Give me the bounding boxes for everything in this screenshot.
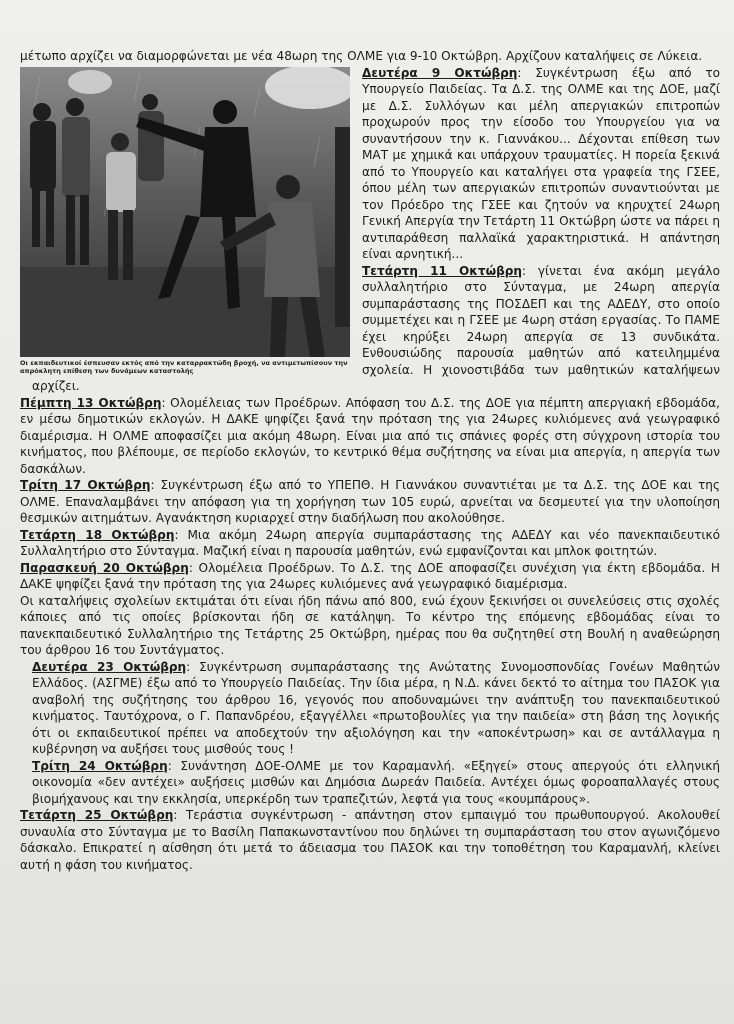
- entry-date: Τρίτη 17 Οκτώβρη: [20, 478, 151, 492]
- entry-text: : γίνεται ένα ακόμη μεγάλο συλλαλητήριο στο Σύνταγμα, με 24ωρη απεργία συμπαράστασης της ΠΟΣΔΕΠ και της ΑΔΕΔΥ, στο οποίο συμμετέχει και η ΓΣΕΕ με 4ωρη στάση εργασίας. Το ΠΑΜΕ έχει κηρύξει 24ωρη απεργία σε 13 συνδικάτα. Ενθουσιώδης παρουσία μαθητών από κατειλημμένα σχολεία. Η χιονοστιβάδα των μαθητικών καταλήψεων αρχίζει.: [32, 263, 720, 393]
- entry-paragraph: [20, 477, 720, 527]
- entry-paragraph-continued: Οι καταλήψεις σχολείων εκτιμάται ότι είναι ήδη πάνω από 800, ενώ έχουν ξεκινήσει οι συνελεύσεις στις σχολές κάποιες από τις οποίες βρίσκονται ήδη σε κατάληψη. Το κέντρο της επόμενης εβδομάδας είναι το πανεκπαιδευτικό Συλλαλητήριο της Τετάρτης 25 Οκτώβρη, ημέρας που θα συζητηθεί στη Βουλή η αναθεώρηση του άρθρου 16 του Συντάγματος.: [20, 593, 720, 657]
- entry-text: : Ολομέλεια Προέδρων. Το Δ.Σ. της ΔΟΕ αποφασίζει συνέχιση για έκτη εβδομάδα. Η ΔΑΚΕ ψηφίζει ξανά την πρόταση της για 24ωρες κυλιόμενες ανά γεωγραφικό διαμέρισμα.: [20, 560, 721, 591]
- entry-date: Τετάρτη 11 Οκτώβρη: [362, 263, 523, 278]
- entry-paragraph: [20, 659, 720, 758]
- entry-date: Παρασκευή 20 Οκτώβρη: [20, 560, 189, 575]
- entry-text: : Τεράστια συγκέντρωση - απάντηση στον εμπαιγμό του πρωθυπουργού. Ακολουθεί συναυλία στο Σύνταγμα με το Βασίλη Παπακωνσταντίνου που δηλώνει τη συμπαράσταση του στον αγωνιζόμενο δάσκαλο. Επικρατεί η αίσθηση ότι μετά το άδειασμα του ΠΑΣΟΚ και την τοποθέτηση του Καραμανλή, κλείνει αυτή η φάση του κινήματος.: [20, 808, 720, 872]
- entry-paragraph: [20, 527, 720, 560]
- intro-paragraph: μέτωπο αρχίζει να διαμορφώνεται με νέα 48ωρη της ΟΛΜΕ για 9-10 Οκτώβρη. Αρχίζουν καταλήψεις σε Λύκεια.: [20, 49, 703, 63]
- entry-date: Δευτέρα 9 Οκτώβρη: [362, 65, 518, 80]
- entry-paragraph: [20, 395, 720, 478]
- photo-caption: Οι εκπαιδευτικοί έσπευσαν εκτός από την καταρρακτώδη βροχή, να αντιμετωπίσουν την απρόκλητη επίθεση των δυνάμεων καταστολής: [20, 358, 348, 375]
- entry-text: : Συνάντηση ΔΟΕ-ΟΛΜΕ με τον Καραμανλή. «Εξηγεί» στους απεργούς ότι ελληνική οικονομία «δεν αντέχει» αυξήσεις μισθών και Δημόσια Δωρεάν Παιδεία. Αντέχει όμως φοροαπαλλαγές στους βιομήχανους και την εκκλησία, υπερκέρδη των τραπεζιτών, λεφτά για τους «κουμπάρους».: [32, 758, 720, 806]
- article-body: [20, 48, 720, 873]
- entry-text: : Συγκέντρωση έξω από το ΥΠΕΠΘ. Η Γιαννάκου συναντιέται με τα Δ.Σ. της ΔΟΕ και της ΟΛΜΕ. Επαναλαμβάνει την απόφαση για τη χορήγηση των 105 ευρώ, αρνείται να δεσμευτεί για την υλοποίηση θεσμικών αιτημάτων. Αγανάκτηση κυριαρχεί στην διαδήλωση που ακολούθησε.: [20, 478, 720, 525]
- entry-text: : Μια ακόμη 24ωρη απεργία συμπαράστασης της ΑΔΕΔΥ και νέο πανεκπαιδευτικό Συλλαλητήριο στο Σύνταγμα. Μαζική είναι η παρουσία μαθητών, ενώ εμφανίζονται και μπλοκ φοιτητών.: [20, 527, 720, 558]
- protest-photo: [20, 67, 350, 357]
- entry-text: : Ολομέλειας των Προέδρων. Απόφαση του Δ.Σ. της ΔΟΕ για πέμπτη απεργιακή εβδομάδα, εν μέσω δημοτικών εκλογών. Η ΔΑΚΕ ψηφίζει ξανά την πρόταση της για 24ωρες κυλιόμενες ανά γεωγραφικό διαμέρισμα. Η ΟΛΜΕ αποφασίζει μια ακόμη 48ωρη. Είναι μια από τις σπάνιες φορές στη σύγχρονη ιστορία του κινήματος, που βλέπουμε, σε περίοδο εκλογών, το κεντρικό θέμα συζήτησης να είναι μια απεργία, η απεργία των δασκάλων.: [20, 395, 720, 476]
- entry-text: : Συγκέντρωση έξω από το Υπουργείο Παιδείας. Τα Δ.Σ. της ΟΛΜΕ και της ΔΟΕ, μαζί με Δ.Σ. Συλλόγων και μέλη απεργιακών επιτροπών προχωρούν προς την είσοδο του Υπουργείου για να συναντήσουν την κ. Γιαννάκου... Δέχονται επίθεση των ΜΑΤ με χημικά και υπάρχουν τραυματίες. Η πορεία ξεκινά από το Υπουργείο και καταλήγει στα γραφεία της ΓΣΕΕ, όπου μέλη των απεργιακών επιτροπών συναντιούνται με τον Πρόεδρο της ΓΣΕΕ και ζητούν να κηρυχτεί 24ωρη Γενική Απεργία την Τετάρτη 11 Οκτώβρη ώστε να πάρει η αντιπαράθεση παλλαϊκά χαρακτηριστικά. Η απάντηση είναι αρνητική...: [362, 65, 720, 261]
- entry-date: Τετάρτη 25 Οκτώβρη: [20, 808, 174, 822]
- news-photo-block: [20, 67, 350, 375]
- entry-paragraph: [20, 758, 720, 808]
- entry-text: : Συγκέντρωση συμπαράστασης της Ανώτατης Συνομοσπονδίας Γονέων Μαθητών Ελλάδος. (ΑΣΓΜΕ) έξω από το Υπουργείο Παιδείας. Την ίδια μέρα, η Ν.Δ. κάνει δεκτό το αίτημα του ΠΑΣΟΚ για αναβολή της συζήτησης του άρθρου 16, γεγονός που αποδυναμώνει την ανάπτυξη του πανεκπαιδευτικού κινήματος. Ταυτόχρονα, ο Γ. Παπανδρέου, εξαγγέλλει «πρωτοβουλίες για την παιδεία» στη βάση της λογικής ότι οι εκπαιδευτικοί πρέπει να αποδεχτούν την αξιολόγηση και την «αποκέντρωση» και σε αντάλλαγμα η κυβέρνηση να αυξήσει τους μισθούς τους !: [32, 659, 720, 756]
- entry-date: Πέμπτη 13 Οκτώβρη: [20, 395, 162, 410]
- entry-paragraph: [20, 807, 720, 873]
- entry-date: Δευτέρα 23 Οκτώβρη: [32, 659, 187, 674]
- entry-date: Τετάρτη 18 Οκτώβρη: [20, 527, 175, 542]
- protest-photo-image: [20, 67, 350, 357]
- entry-paragraph: [20, 560, 720, 593]
- entry-date: Τρίτη 24 Οκτώβρη: [32, 758, 168, 773]
